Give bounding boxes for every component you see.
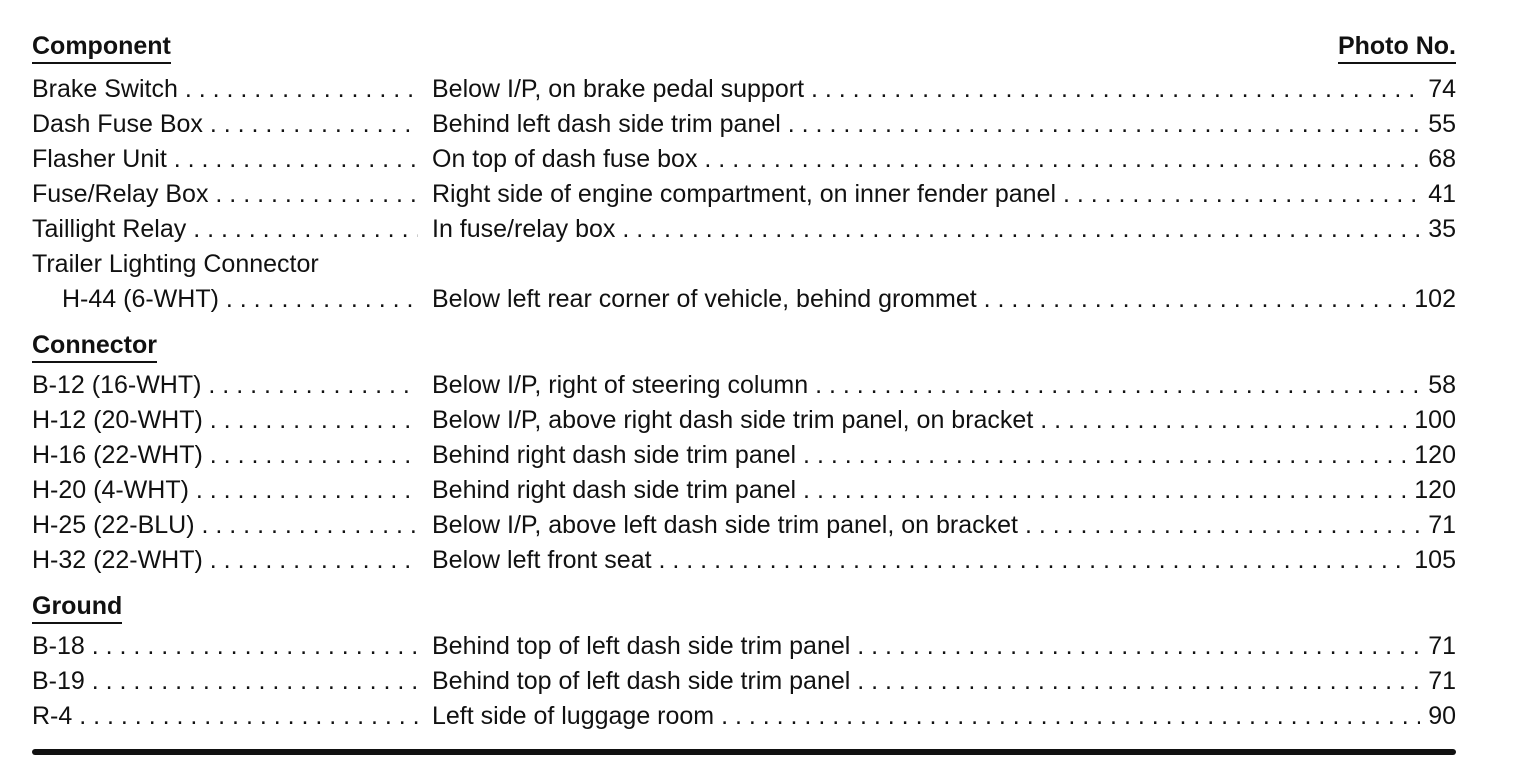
ground-name: R-4 . . . [32,699,418,734]
photo-number: 55 [1420,107,1456,142]
photo-number: 71 [1420,508,1456,543]
table-row [32,212,1456,247]
table-row [32,282,1456,317]
connector-location: Below I/P, right of steering column . . . [432,368,1456,403]
photo-number: 102 [1406,282,1456,317]
table-row [32,403,1456,438]
photo-number: 41 [1420,177,1456,212]
component-name: Flasher Unit . . . [32,142,418,177]
table-row [32,107,1456,142]
component-name: Taillight Relay . . . [32,212,418,247]
ground-location: Left side of luggage room . . . [432,699,1456,734]
table-row [32,438,1456,473]
photo-number: 120 [1406,473,1456,508]
component-location-table [32,30,1456,734]
table-row [32,664,1456,699]
table-row [32,629,1456,664]
component-name: H-44 (6-WHT) . . . [62,282,418,317]
connector-header-row [32,329,1456,363]
photo-no-heading: Photo No. [1338,30,1456,64]
ground-heading: Ground [32,590,122,624]
ground-header-row [32,590,1456,624]
connector-name: H-12 (20-WHT) . . . [32,403,418,438]
ground-name: B-18 . . . [32,629,418,664]
connector-location: Below left front seat . . . [432,543,1456,578]
component-location: Behind left dash side trim panel . . . [432,107,1456,142]
connector-heading: Connector [32,329,157,363]
component-location: Below I/P, on brake pedal support . . . [432,72,1456,107]
connector-name: B-12 (16-WHT) . . . [32,368,418,403]
table-row [32,142,1456,177]
connector-location: Behind right dash side trim panel . . . [432,438,1456,473]
connector-location: Below I/P, above right dash side trim panel, on bracket . . . [432,403,1456,438]
connector-name: H-32 (22-WHT) . . . [32,543,418,578]
ground-name: B-19 . . . [32,664,418,699]
photo-number: 120 [1406,438,1456,473]
component-name: Fuse/Relay Box . . . [32,177,418,212]
component-header-row [32,30,1456,64]
photo-number: 58 [1420,368,1456,403]
photo-number: 100 [1406,403,1456,438]
component-location: In fuse/relay box . . . [432,212,1456,247]
photo-number: 74 [1420,72,1456,107]
table-row [32,72,1456,107]
component-location: On top of dash fuse box . . . [432,142,1456,177]
table-row [32,368,1456,403]
photo-number: 68 [1420,142,1456,177]
component-location: Right side of engine compartment, on inner fender panel . . . [432,177,1456,212]
connector-location: Below I/P, above left dash side trim panel, on bracket . . . [432,508,1456,543]
connector-location: Behind right dash side trim panel . . . [432,473,1456,508]
ground-location: Behind top of left dash side trim panel . . . [432,629,1456,664]
connector-name: H-25 (22-BLU) . . . [32,508,418,543]
photo-number: 35 [1420,212,1456,247]
table-row [32,247,1456,282]
photo-number: 105 [1406,543,1456,578]
table-row [32,177,1456,212]
bottom-rule [32,749,1456,755]
component-location: Below left rear corner of vehicle, behind grommet . . . [432,282,1456,317]
component-name: Brake Switch . . . [32,72,418,107]
table-row [32,699,1456,734]
component-heading: Component [32,30,171,64]
ground-location: Behind top of left dash side trim panel . . . [432,664,1456,699]
table-row [32,473,1456,508]
table-row [32,508,1456,543]
photo-number: 71 [1420,629,1456,664]
photo-number: 90 [1420,699,1456,734]
photo-number: 71 [1420,664,1456,699]
connector-name: H-20 (4-WHT) . . . [32,473,418,508]
table-row [32,543,1456,578]
connector-name: H-16 (22-WHT) . . . [32,438,418,473]
component-name: Dash Fuse Box . . . [32,107,418,142]
component-name: Trailer Lighting Connector [32,250,319,278]
